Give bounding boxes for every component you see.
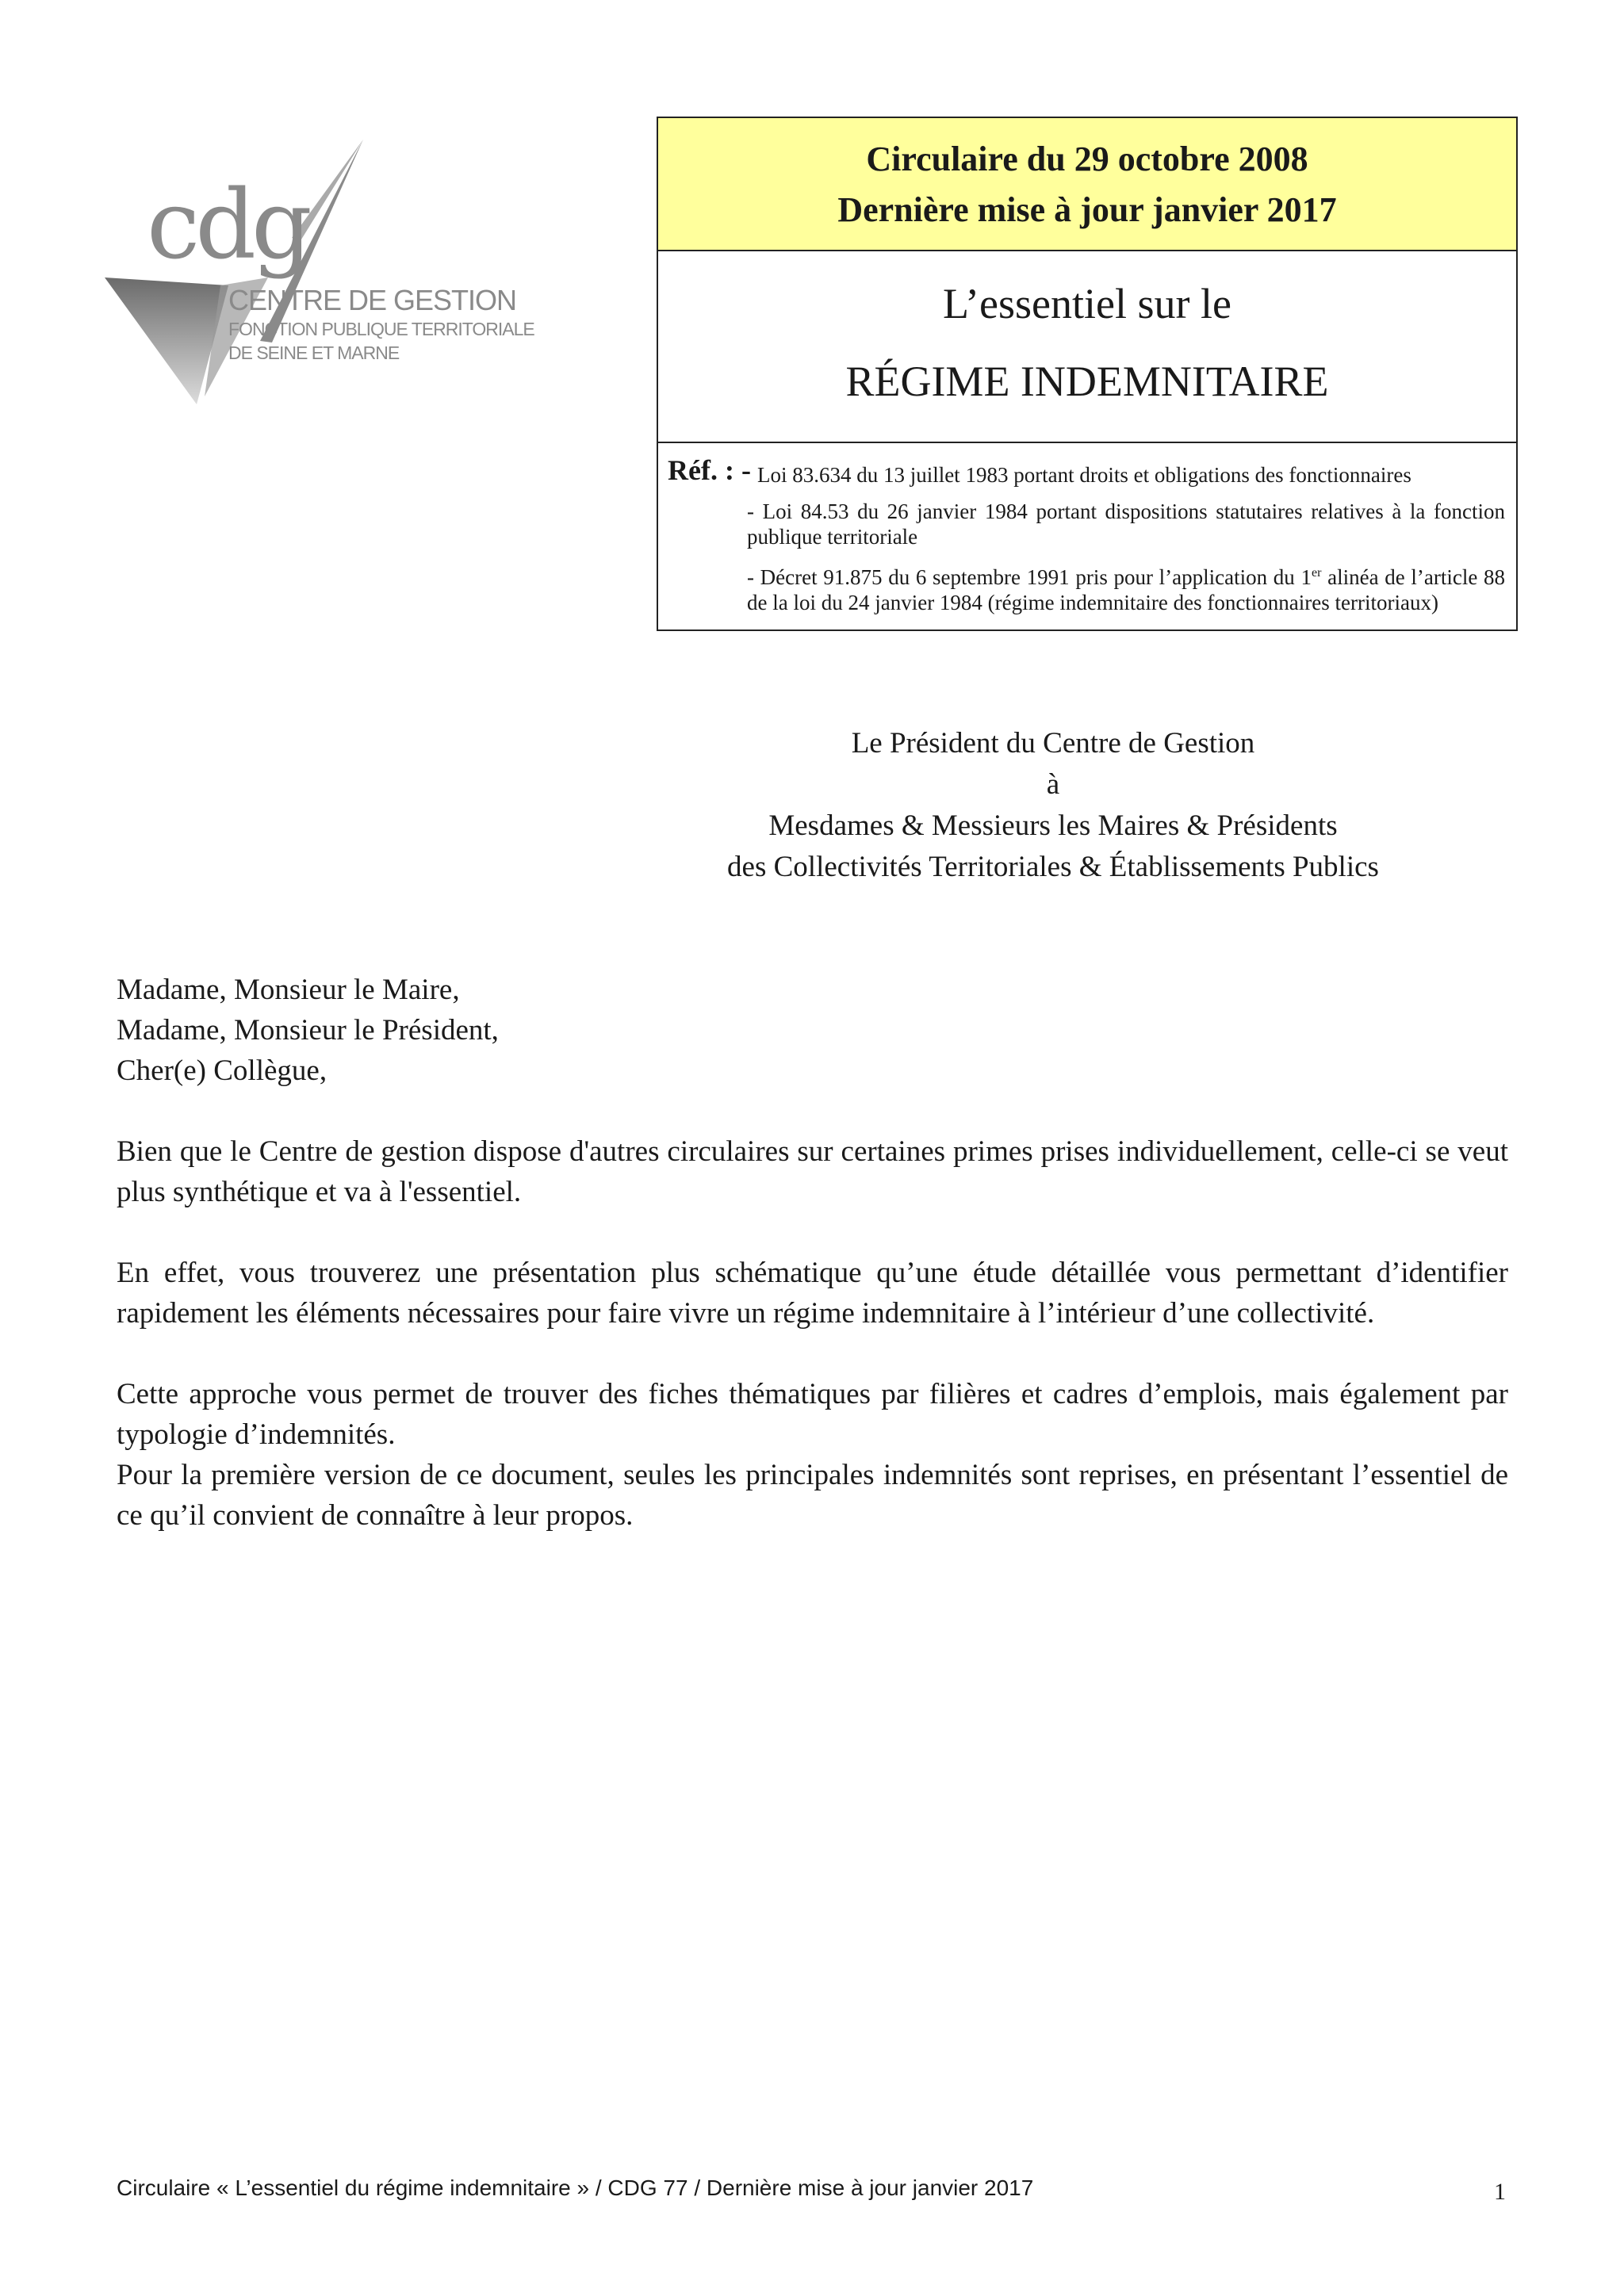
logo-line-3: DE SEINE ET MARNE bbox=[228, 342, 400, 363]
reference-1 bbox=[668, 454, 1505, 488]
circular-dates bbox=[658, 118, 1516, 251]
address-line-1: Le Président du Centre de Gestion bbox=[851, 727, 1255, 760]
last-update: Dernière mise à jour janvier 2017 bbox=[837, 190, 1337, 229]
logo-monogram: cdg bbox=[147, 170, 308, 281]
references-label: Réf. : - bbox=[668, 454, 751, 486]
page-number: 1 bbox=[1494, 2179, 1506, 2205]
paragraph-4: Pour la première version de ce document, seules les principales indemnités sont reprises, en présentant l’essentiel de ce qu’il convient de connaître à leur propos. bbox=[117, 1459, 1508, 1532]
logo-line-1: CENTRE DE GESTION bbox=[228, 284, 517, 316]
address-line-3: Mesdames & Messieurs les Maires & Présidents bbox=[768, 809, 1338, 842]
reference-3-sup: er bbox=[1311, 566, 1322, 580]
salutation-3: Cher(e) Collègue, bbox=[117, 1054, 327, 1087]
document-title bbox=[658, 251, 1516, 443]
reference-3 bbox=[747, 561, 1505, 615]
logo-line-2: FONCTION PUBLIQUE TERRITORIALE bbox=[228, 319, 534, 339]
header-box bbox=[657, 117, 1518, 631]
address-block bbox=[657, 723, 1450, 888]
address-line-2: à bbox=[1046, 768, 1060, 801]
paragraph-3: Cette approche vous permet de trouver des fiches thématiques par filières et cadres d’emplois, mais également par typologie d’indemnités. bbox=[117, 1378, 1508, 1451]
references bbox=[658, 443, 1516, 629]
paragraph-2: En effet, vous trouverez une présentation plus schématique qu’une étude détaillée vous permettant d’identifier rapidement les éléments nécessaires pour faire vivre un régime indemnitaire à l’intérieur d’une collectivité. bbox=[117, 1257, 1508, 1330]
reference-2: - Loi 84.53 du 26 janvier 1984 portant dispositions statutaires relatives à la fonction publique territoriale bbox=[747, 499, 1505, 549]
circular-date: Circulaire du 29 octobre 2008 bbox=[866, 140, 1308, 178]
page-footer: Circulaire « L’essentiel du régime indemnitaire » / CDG 77 / Dernière mise à jour janvier 2017 bbox=[117, 2175, 1034, 2200]
salutation-2: Madame, Monsieur le Président, bbox=[117, 1014, 499, 1047]
paragraph-1: Bien que le Centre de gestion dispose d'autres circulaires sur certaines primes prises individuellement, celle-ci se veut plus synthétique et va à l'essentiel. bbox=[117, 1135, 1508, 1208]
address-line-4: des Collectivités Territoriales & Établissements Publics bbox=[727, 851, 1379, 883]
cdg77-logo bbox=[102, 135, 534, 404]
title-line-2: RÉGIME INDEMNITAIRE bbox=[845, 358, 1329, 405]
reference-3-text-a: - Décret 91.875 du 6 septembre 1991 pris pour l’application du 1 bbox=[747, 565, 1312, 589]
reference-3-text-b: alinéa de l’article 88 de la loi du 24 janvier 1984 (régime indemnitaire des fonctionnaires territoriaux) bbox=[747, 565, 1505, 614]
reference-1-text: Loi 83.634 du 13 juillet 1983 portant droits et obligations des fonctionnaires bbox=[756, 463, 1411, 487]
title-line-1: L’essentiel sur le bbox=[943, 280, 1231, 327]
letter-body bbox=[117, 970, 1508, 1536]
salutation-1: Madame, Monsieur le Maire, bbox=[117, 974, 460, 1006]
